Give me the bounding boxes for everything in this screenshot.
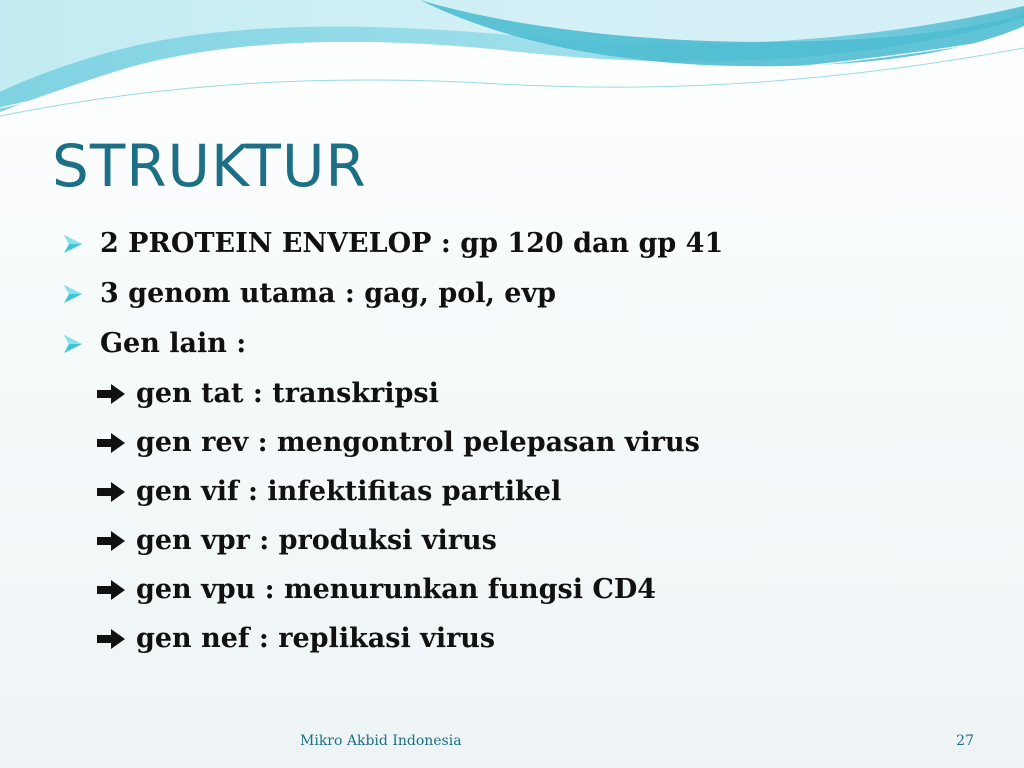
arrow-right-icon (95, 578, 127, 602)
header-wave-decoration (0, 0, 1024, 130)
arrow-right-icon (95, 480, 127, 504)
sub-item-text: gen vpr : produksi virus (136, 525, 497, 556)
chevron-right-icon (62, 283, 84, 305)
sub-item-text: gen tat : transkripsi (136, 378, 439, 409)
chevron-right-icon (62, 233, 84, 255)
arrow-right-icon (95, 382, 127, 406)
bullet-text: Gen lain : (100, 328, 247, 359)
bullet-text: 2 PROTEIN ENVELOP : gp 120 dan gp 41 (100, 228, 724, 259)
bullet-text: 3 genom utama : gag, pol, evp (100, 278, 557, 309)
arrow-right-icon (95, 431, 127, 455)
sub-item-text: gen nef : replikasi virus (136, 623, 496, 654)
sub-item-text: gen vpu : menurunkan fungsi CD4 (136, 574, 657, 605)
sub-item-text: gen rev : mengontrol pelepasan virus (136, 427, 700, 458)
slide-footer: Mikro Akbid Indonesia (300, 733, 462, 749)
chevron-right-icon (62, 333, 84, 355)
arrow-right-icon (95, 627, 127, 651)
slide-title: STRUKTUR (52, 132, 367, 200)
page-number: 27 (956, 733, 974, 749)
arrow-right-icon (95, 529, 127, 553)
sub-item-text: gen vif : infektifitas partikel (136, 476, 562, 507)
